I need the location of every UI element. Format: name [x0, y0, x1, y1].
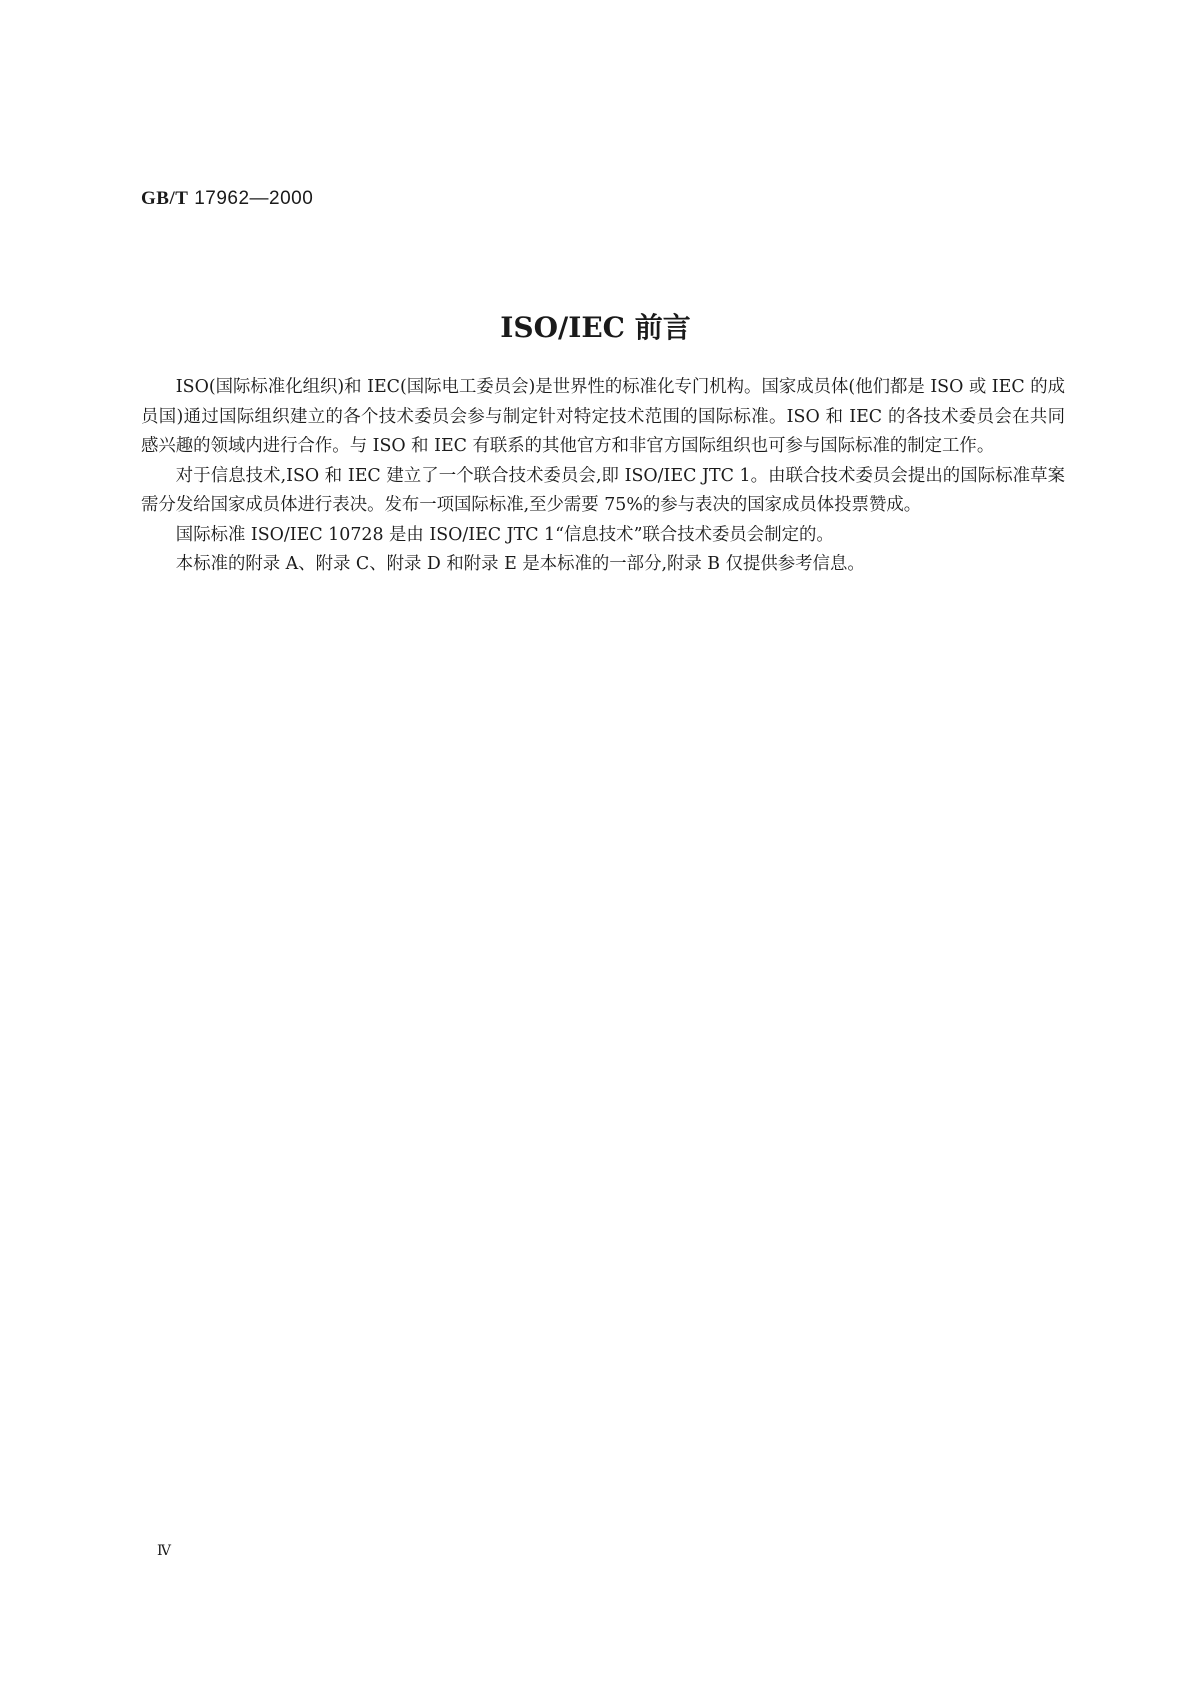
- paragraph-1: ISO(国际标准化组织)和 IEC(国际电工委员会)是世界性的标准化专门机构。国家成员体(他们都是 ISO 或 IEC 的成员国)通过国际组织建立的各个技术委员会参与制定针对特定技术范围的国际标准。ISO 和 IEC 的各技术委员会在共同感兴趣的领域内进行合作。与 ISO 和 IEC 有联系的其他官方和非官方国际组织也可参与国际标准的制定工作。: [141, 377, 1065, 456]
- standard-code-prefix: GB/T: [141, 188, 189, 209]
- foreword-body: [141, 373, 1065, 580]
- standard-code-number: 17962—2000: [194, 188, 314, 209]
- paragraph-3: 国际标准 ISO/IEC 10728 是由 ISO/IEC JTC 1“信息技术”联合技术委员会制定的。: [175, 524, 834, 545]
- page-number: Ⅳ: [157, 1543, 171, 1559]
- paragraph-4: 本标准的附录 A、附录 C、附录 D 和附录 E 是本标准的一部分,附录 B 仅提供参考信息。: [175, 554, 865, 574]
- paragraph-2: 对于信息技术,ISO 和 IEC 建立了一个联合技术委员会,即 ISO/IEC JTC 1。由联合技术委员会提出的国际标准草案需分发给国家成员体进行表决。发布一项国际标准,至少需要 75%的参与表决的国家成员体投票赞成。: [141, 465, 1065, 515]
- standard-code: [141, 188, 313, 210]
- page-title: ISO/IEC 前言: [500, 311, 691, 344]
